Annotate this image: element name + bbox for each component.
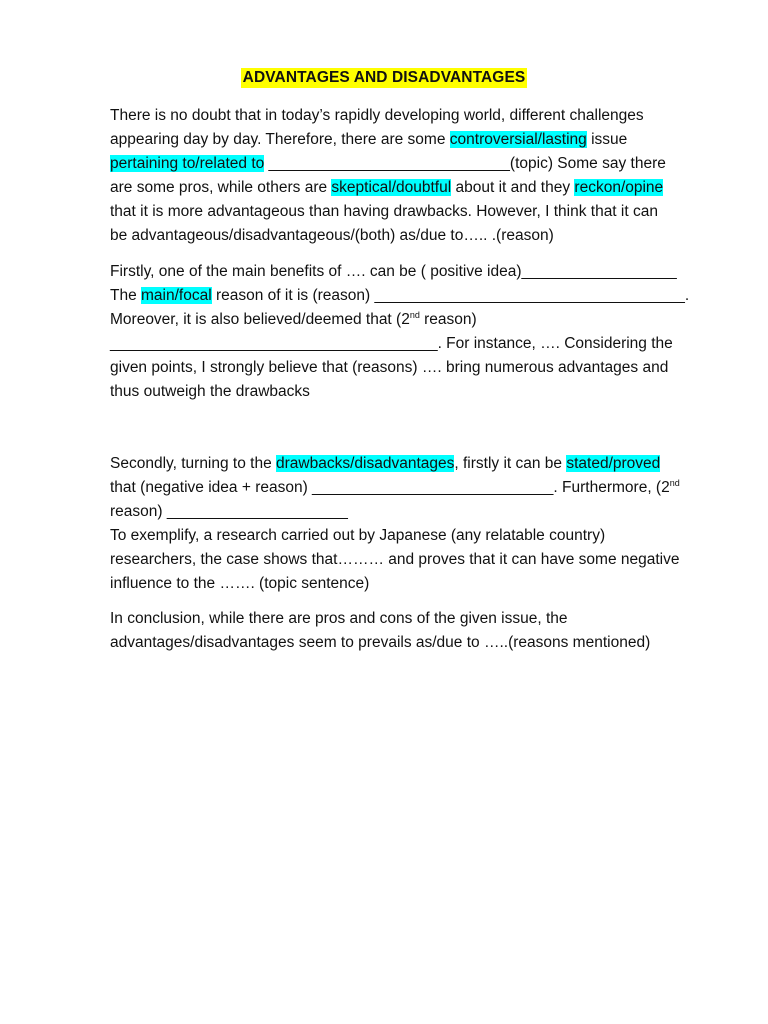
body1-text: reason of it is (reason) ____________________________________.: [211, 287, 690, 304]
body1-text: given points, I strongly believe that (reasons) …. bring numerous advantages and: [110, 359, 669, 376]
intro-line-5: [110, 200, 710, 224]
highlight-stated-proved: stated/proved: [566, 455, 661, 472]
intro-text: There is no doubt that in today’s rapidly developing world, different challenges: [110, 107, 644, 124]
conclusion-line-2: [110, 631, 710, 655]
paragraph-conclusion: [110, 607, 710, 655]
ordinal-superscript: nd: [409, 309, 420, 320]
body2-line-4: [110, 524, 710, 548]
body1-text: Firstly, one of the main benefits of …. can be ( positive idea)__________________: [110, 263, 677, 280]
highlight-main-focal: main/focal: [141, 287, 212, 304]
conclusion-line-1: [110, 607, 710, 631]
intro-text: ____________________________(topic) Some say there: [264, 155, 666, 172]
body1-line-3: [110, 308, 710, 332]
body2-text: influence to the ……. (topic sentence): [110, 575, 370, 592]
body2-text: that (negative idea + reason) ____________________________. Furthermore, (2: [110, 479, 670, 496]
body2-text: Secondly, turning to the: [110, 455, 277, 472]
body1-line-5: [110, 356, 710, 380]
intro-line-6: [110, 224, 710, 248]
body2-line-6: [110, 572, 710, 596]
body2-line-3: [110, 500, 710, 524]
body1-text: The: [110, 287, 142, 304]
conclusion-text: advantages/disadvantages seem to prevails as/due to …..(reasons mentioned): [110, 634, 651, 651]
body2-line-5: [110, 548, 710, 572]
body2-line-2: [110, 476, 710, 500]
document-title: ADVANTAGES AND DISADVANTAGES: [242, 69, 526, 86]
body1-line-4: [110, 332, 710, 356]
paragraph-body-disadvantages: [110, 452, 710, 596]
highlight-controversial-lasting: controversial/lasting: [449, 131, 587, 148]
intro-text: issue: [586, 131, 628, 148]
body1-text: thus outweigh the drawbacks: [110, 383, 310, 400]
body1-text: Moreover, it is also believed/deemed that (2: [110, 311, 410, 328]
body2-text: To exemplify, a research carried out by Japanese (any relatable country): [110, 527, 606, 544]
highlight-reckon-opine: reckon/opine: [574, 179, 664, 196]
ordinal-superscript: nd: [669, 477, 680, 488]
intro-text: about it and they: [451, 179, 575, 196]
body1-text: reason): [419, 311, 477, 328]
intro-text: be advantageous/disadvantageous/(both) as/due to….. .(reason): [110, 227, 554, 244]
body1-line-2: [110, 284, 710, 308]
intro-text: are some pros, while others are: [110, 179, 332, 196]
highlight-skeptical-doubtful: skeptical/doubtful: [331, 179, 452, 196]
intro-text: that it is more advantageous than having drawbacks. However, I think that it can: [110, 203, 658, 220]
intro-text: appearing day by day. Therefore, there are some: [110, 131, 450, 148]
body2-text: reason) _____________________: [110, 503, 348, 520]
intro-line-4: [110, 176, 710, 200]
highlight-drawbacks-disadvantages: drawbacks/disadvantages: [276, 455, 455, 472]
paragraph-body-advantages: [110, 260, 710, 404]
conclusion-text: In conclusion, while there are pros and cons of the given issue, the: [110, 610, 568, 627]
intro-line-3: [110, 152, 710, 176]
body2-text: researchers, the case shows that……… and proves that it can have some negative: [110, 551, 680, 568]
title-container: [0, 68, 768, 88]
body1-text: ______________________________________. For instance, …. Considering the: [110, 335, 673, 352]
body1-line-1: [110, 260, 710, 284]
body2-text: , firstly it can be: [454, 455, 567, 472]
intro-line-2: [110, 128, 710, 152]
body2-line-1: [110, 452, 710, 476]
body1-line-6: [110, 380, 710, 404]
highlight-pertaining-related: pertaining to/related to: [110, 155, 265, 172]
paragraph-introduction: [110, 104, 710, 248]
intro-line-1: [110, 104, 710, 128]
